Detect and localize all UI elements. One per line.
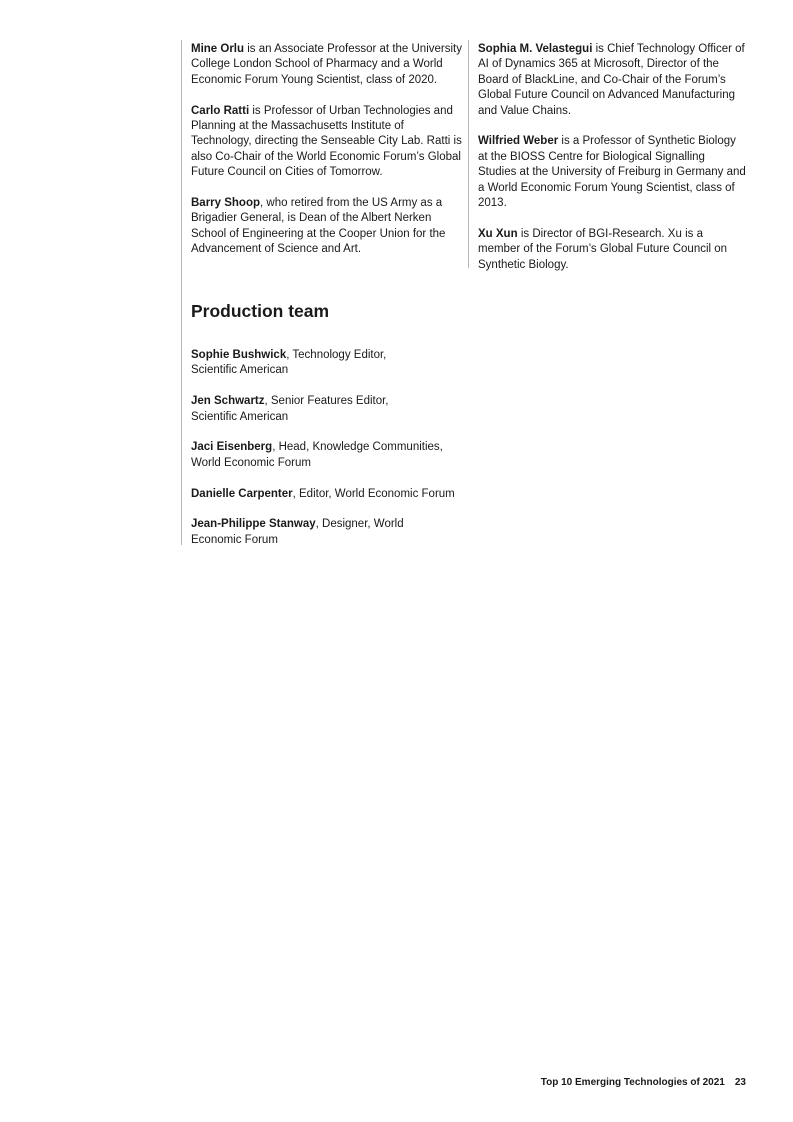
team-member-role: , Editor, World Economic Forum xyxy=(292,487,455,500)
contributor-description: is Director of BGI-Research. Xu is a member of the Forum’s Global Future Council on Synthetic Biology. xyxy=(478,227,728,271)
contributor-name: Wilfried Weber xyxy=(478,135,559,148)
team-member-name: Jaci Eisenberg xyxy=(191,441,273,454)
team-member-role: , Designer, World xyxy=(315,518,404,531)
contributor-description: is Chief Technology Officer of AI of Dynamics 365 at Microsoft, Director of the Board of BlackLine, and Co-Chair of the Forum’s Global Future Council on Advanced Manufacturing and Value Chains. xyxy=(478,43,745,117)
team-member-name: Jean-Philippe Stanway xyxy=(191,518,316,531)
contributor-description: , who retired from the US Army as a Brigadier General, is Dean of the Albert Nerken School of Engineering at the Cooper Union for the Advancement of Science and Art. xyxy=(191,197,446,256)
team-member-role: , Senior Features Editor, xyxy=(264,395,389,408)
contributor-name: Barry Shoop xyxy=(191,197,261,210)
contributor-bio xyxy=(478,42,746,119)
contributor-description: is Professor of Urban Technologies and Planning at the Massachusetts Institute of Technology, directing the Senseable City Lab. Ratti is also Co-Chair of the World Economic Forum’s Global Future Council on Cities of Tomorrow. xyxy=(191,104,462,179)
publication-title: Top 10 Emerging Technologies of 2021 xyxy=(540,1077,725,1088)
team-member xyxy=(191,487,463,502)
team-member-name: Danielle Carpenter xyxy=(191,487,293,500)
team-member xyxy=(191,517,463,548)
contributor-bio xyxy=(191,104,463,181)
team-member-org: Scientific American xyxy=(191,364,289,377)
contributor-bio xyxy=(478,134,746,211)
team-member-name: Sophie Bushwick xyxy=(191,349,287,361)
contributor-description: is a Professor of Synthetic Biology at the BIOSS Centre for Biological Signalling Studies at the University of Freiburg in Germany and a World Economic Forum Young Scientist, class of 2013. xyxy=(478,135,746,210)
team-member xyxy=(191,348,463,379)
team-member-role: , Head, Knowledge Communities, xyxy=(272,441,443,454)
team-member-name: Jen Schwartz xyxy=(191,395,265,408)
page-footer xyxy=(541,1077,746,1088)
contributor-bio xyxy=(191,42,463,88)
page-number: 23 xyxy=(734,1077,746,1088)
contributor-description: is an Associate Professor at the University College London School of Pharmacy and a World Economic Forum Young Scientist, class of 2020. xyxy=(191,43,462,86)
contributors-column-right xyxy=(478,42,746,288)
team-member-org: Economic Forum xyxy=(191,533,278,546)
contributor-name: Xu Xun xyxy=(478,227,518,240)
team-member-role: , Technology Editor, xyxy=(286,349,387,361)
contributors-column-left xyxy=(191,42,463,273)
contributor-name: Mine Orlu xyxy=(191,43,245,55)
contributor-bio xyxy=(191,196,463,258)
contributor-name: Sophia M. Velastegui xyxy=(478,43,593,55)
column-divider-left xyxy=(181,40,182,545)
contributor-name: Carlo Ratti xyxy=(191,104,250,117)
production-team-heading: Production team xyxy=(191,301,330,321)
team-member-org: World Economic Forum xyxy=(191,456,311,469)
production-team-list xyxy=(191,348,463,564)
column-divider-right xyxy=(468,40,469,268)
team-member xyxy=(191,394,463,425)
team-member xyxy=(191,440,463,471)
contributor-bio xyxy=(478,227,746,273)
team-member-org: Scientific American xyxy=(191,410,289,423)
